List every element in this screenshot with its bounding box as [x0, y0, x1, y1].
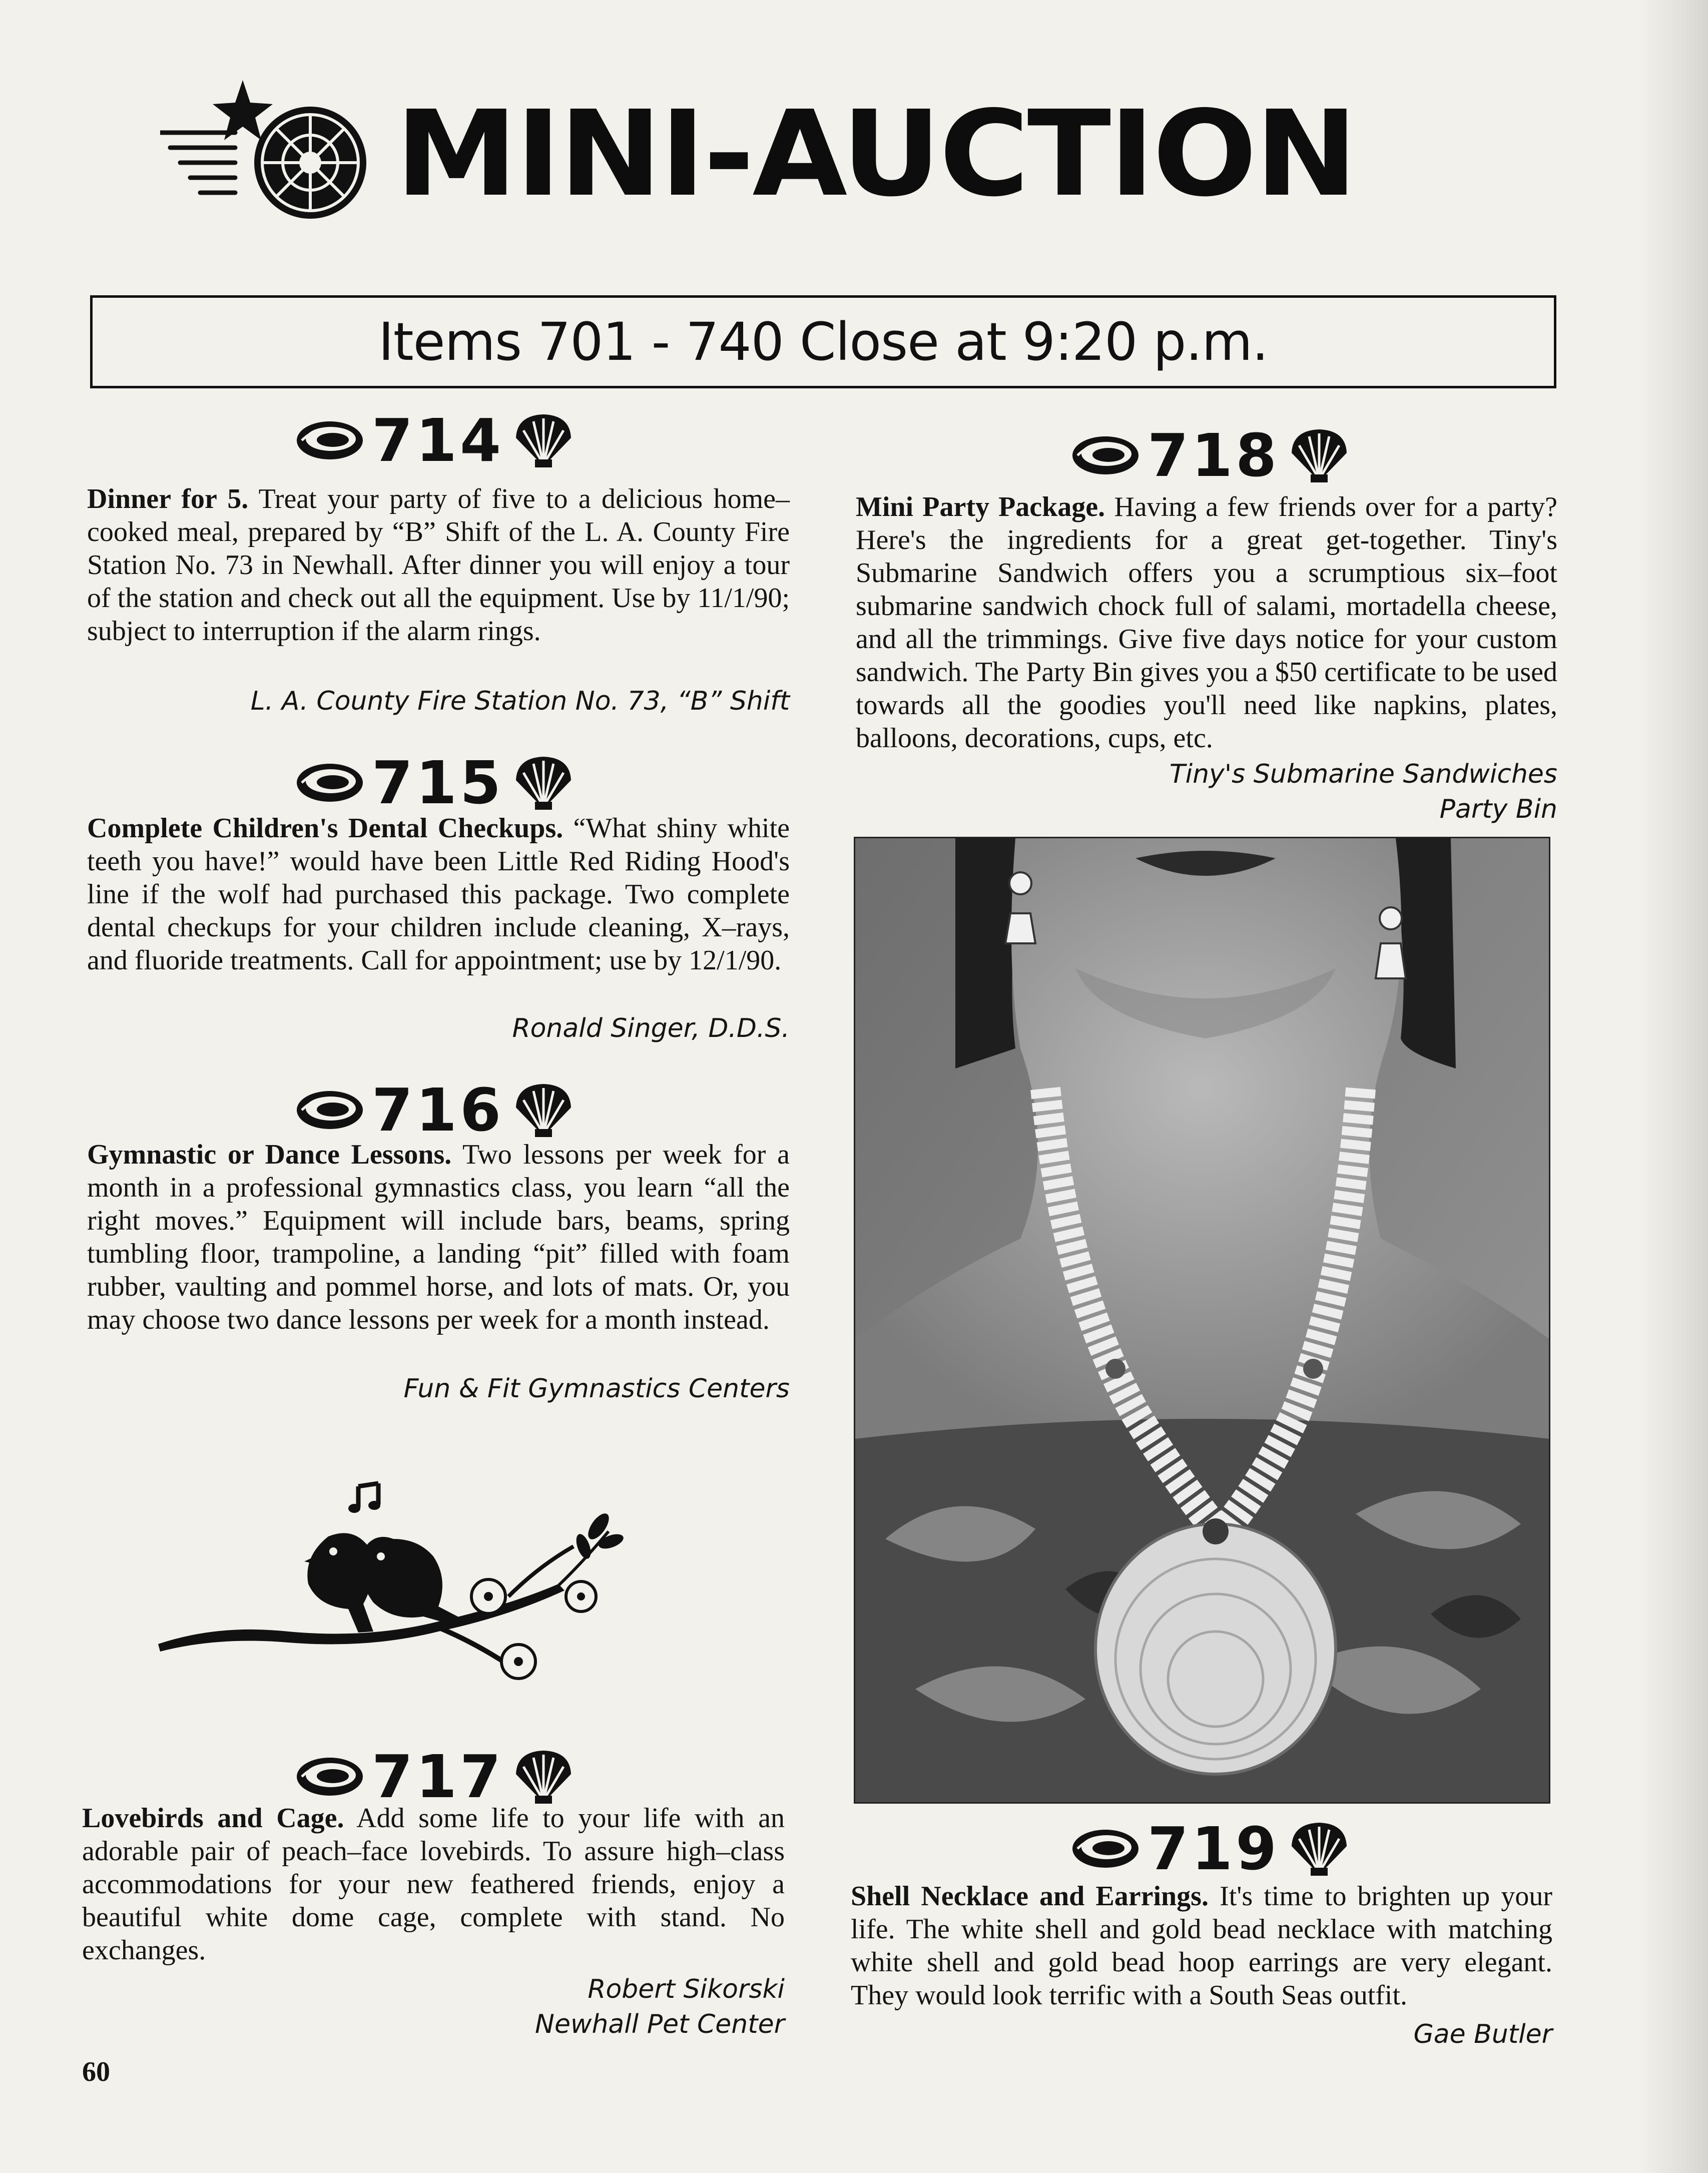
item-number: 715 [371, 748, 504, 817]
item-717-donor-business: Newhall Pet Center [535, 2009, 785, 2039]
item-717-donor-name: Robert Sikorski [588, 1974, 785, 2004]
item-718-donor-sandwiches: Tiny's Submarine Sandwiches [1169, 759, 1557, 789]
clam-shell-icon [295, 760, 365, 805]
item-text: Treat your party of five to a delicious home–cooked meal, prepared by “B” Shift of the L. A. County Fire Station No. 73 in Newhall. After dinner you will enjoy a tour of the station and check out all the equipment. Use by 11/1/90; subject to interruption if the alarm rings. [87, 483, 790, 647]
page-edge-shadow [1638, 0, 1708, 2173]
item-715-donor: Ronald Singer, D.D.S. [512, 1013, 790, 1043]
item-714-donor: L. A. County Fire Station No. 73, “B” Shift [250, 686, 790, 716]
item-716-description [87, 1138, 790, 1336]
item-714-heading [280, 405, 591, 475]
item-718-heading [1046, 420, 1376, 490]
item-718-donor-party-bin: Party Bin [1439, 794, 1557, 824]
clam-shell-icon [295, 418, 365, 463]
item-text: Having a few friends over for a party? Here's the ingredients for a great get-together. Tiny's Submarine Sandwich offers you a scrumptious six–foot submarine sandwich chock full of salami, mortadella cheese, and all the trimmings. Give five days notice for your custom sandwich. The Party Bin gives you a $50 certificate to be used towards all the goodies you'll need like napkins, plates, balloons, decorations, cups, etc. [856, 491, 1558, 754]
page-title: MINI-AUCTION [395, 85, 1356, 223]
scallop-shell-icon [511, 1080, 576, 1140]
item-title: Lovebirds and Cage. [82, 1803, 344, 1834]
page-header [160, 75, 1461, 225]
item-title: Shell Necklace and Earrings. [851, 1881, 1209, 1912]
item-717-heading [280, 1742, 591, 1812]
scallop-shell-icon [1287, 425, 1352, 485]
item-715-description [87, 812, 790, 977]
scallop-shell-icon [1287, 1819, 1352, 1879]
item-title: Complete Children's Dental Checkups. [87, 813, 563, 844]
clam-shell-icon [295, 1088, 365, 1133]
item-717-description [82, 1802, 785, 1967]
item-title: Gymnastic or Dance Lessons. [87, 1139, 452, 1170]
item-number: 718 [1147, 421, 1280, 490]
item-719-donor: Gae Butler [1413, 2019, 1552, 2049]
shell-necklace-photo [854, 837, 1550, 1804]
item-text: Add some life to your life with an adorable pair of peach–face lovebirds. To assure high–class accommodations for your new feathered friends, enjoy a beautiful white dome cage, complete with stand. No exchanges. [82, 1803, 785, 1966]
clam-shell-icon [295, 1754, 365, 1799]
item-716-donor: Fun & Fit Gymnastics Centers [403, 1374, 790, 1404]
closing-time-text: Items 701 - 740 Close at 9:20 p.m. [378, 311, 1268, 372]
item-text: It's time to brighten up your life. The white shell and gold bead necklace with matching white shell and gold bead hoop earrings are very elegant. They would look terrific with a South Seas outfit. [851, 1881, 1553, 2011]
item-text: Two lessons per week for a month in a professional gymnastics class, you learn “all the right moves.” Equipment will include bars, beams, spring tumbling floor, trampoline, a landing “pit” filled with foam rubber, vaulting and pommel horse, and lots of mats. Or, you may choose two dance lessons per week for a month instead. [87, 1139, 790, 1335]
scallop-shell-icon [511, 1747, 576, 1807]
scallop-shell-icon [511, 753, 576, 813]
item-718-description [856, 490, 1557, 755]
item-719-description [851, 1880, 1552, 2012]
page-number: 60 [82, 2056, 110, 2087]
clam-shell-icon [1070, 1826, 1141, 1871]
item-714-description [87, 482, 790, 648]
item-715-heading [280, 748, 591, 818]
item-title: Mini Party Package. [856, 491, 1105, 522]
item-title: Dinner for 5. [87, 483, 249, 514]
item-text: “What shiny white teeth you have!” would have been Little Red Riding Hood's line if the wolf had purchased this package. Two complete dental checkups for your children include cleaning, X–rays, and fluoride treatments. Call for appointment; use by 12/1/90. [87, 813, 790, 976]
item-719-heading [1046, 1814, 1376, 1884]
scallop-shell-icon [511, 410, 576, 470]
item-number: 717 [371, 1742, 504, 1811]
lovebirds-on-branch-illustration [158, 1471, 624, 1692]
item-716-heading [280, 1075, 591, 1145]
starfish-shell-icon [160, 75, 390, 225]
closing-time-banner [90, 295, 1556, 388]
item-number: 714 [371, 406, 504, 475]
clam-shell-icon [1070, 433, 1141, 478]
item-number: 719 [1147, 1814, 1280, 1883]
item-number: 716 [371, 1075, 504, 1145]
